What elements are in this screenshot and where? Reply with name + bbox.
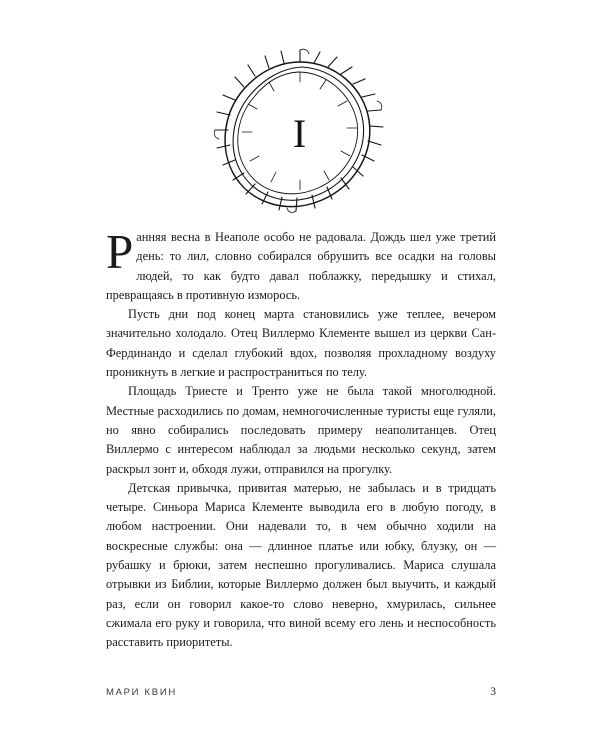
paragraph-text: анняя весна в Неаполе особо не радовала. Дождь шел уже третий день: то лил, словно собирался обрушить все осадки на головы людей, то как будто давал поблажку, передышку и стихал, превращаясь в противную изморось.: [106, 230, 496, 302]
thorn-wreath-icon: [214, 48, 386, 220]
paragraph-text: Площадь Триесте и Тренто уже не была такой многолюдной. Местные расходились по домам, немногочисленные туристы еще гуляли, но явно собирались последовать примеру неаполитанцев. Отец Виллермо с интересом наблюдал за людьми несколько секунд, затем раскрыл зонт и, обходя лужи, отправился на прогулку.: [106, 384, 496, 476]
page-number: 3: [490, 686, 496, 698]
body-text: [106, 224, 496, 653]
paragraph-text: Детская привычка, привитая матерью, не забылась и в тридцать четыре. Синьора Мариса Клементе выводила его в любую погоду, в любом настроении. Они надевали то, в чем обычно ходили на воскресные службы: она — длинное платье или юбку, блузку, он — рубашку и брюки, затем неспешно прогуливались. Мариса слушала отрывки из Библии, которые Виллермо должен был выучить, и каждый раз, если он говорил какое-то слово неверно, хмурилась, сильнее сжимала его руку и говорила, что виной всему его лень и неспособность расставить приоритеты.: [106, 480, 496, 650]
paragraph: [106, 479, 496, 653]
page-footer: [106, 686, 496, 698]
paragraph: [106, 305, 496, 382]
paragraph-text: Пусть дни под конец марта становились уже теплее, вечером значительно холодало. Отец Виллермо Клементе вышел из церкви Сан-Фердинандо и сделал глубокий вдох, позволяя прохладному воздуху проникнуть в легкие и распространиться по телу.: [106, 307, 496, 380]
chapter-ornament: [0, 46, 600, 221]
running-head: МАРИ КВИН: [106, 687, 177, 698]
drop-cap: Р: [106, 224, 134, 279]
paragraph: [106, 382, 496, 478]
chapter-number: I: [292, 111, 308, 156]
paragraph: [106, 224, 496, 305]
